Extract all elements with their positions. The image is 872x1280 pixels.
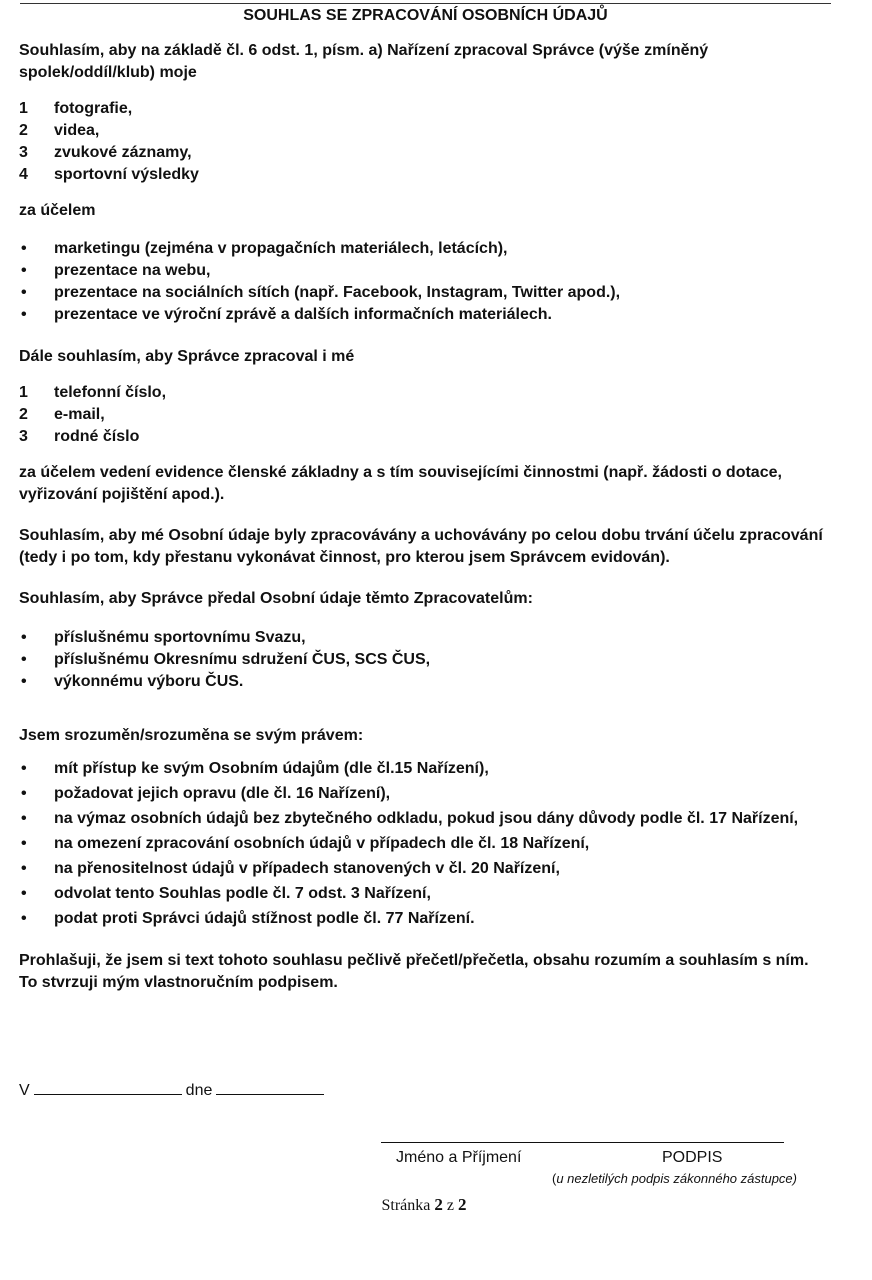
guardian-note xyxy=(552,1170,797,1188)
rights-intro-paragraph: Jsem srozuměn/srozuměna se svým právem: xyxy=(19,727,364,744)
list-item-text: sportovní výsledky xyxy=(54,166,199,183)
list-item-text: na výmaz osobních údajů bez zbytečného odkladu, pokud jsou dány důvody podle čl. 17 Nařízení, xyxy=(54,810,799,827)
list-item xyxy=(19,883,831,905)
place-input-line[interactable] xyxy=(34,1080,182,1095)
list-item-text: videa, xyxy=(54,122,100,139)
list-number: 1 xyxy=(19,384,28,401)
bullet-icon: • xyxy=(21,810,27,827)
top-rule xyxy=(20,3,831,4)
list-number: 3 xyxy=(19,144,28,161)
list-number: 1 xyxy=(19,100,28,117)
list-item-text: požadovat jejich opravu (dle čl. 16 Nařízení), xyxy=(54,785,391,802)
page-footer xyxy=(0,1195,848,1216)
signature-line[interactable] xyxy=(381,1142,784,1143)
date-input-line[interactable] xyxy=(216,1080,324,1095)
list-item-text: marketingu (zejména v propagačních materiálech, letácích), xyxy=(54,240,508,257)
list-item-text: telefonní číslo, xyxy=(54,384,167,401)
list-item-text: rodné číslo xyxy=(54,428,140,445)
media-list xyxy=(19,98,831,186)
form-body xyxy=(19,40,831,994)
page-title: SOUHLAS SE ZPRACOVÁNÍ OSOBNÍCH ÚDAJŮ xyxy=(243,7,608,24)
intro-paragraph: Souhlasím, aby na základě čl. 6 odst. 1, písm. a) Nařízení zpracoval Správce (výše zmíněný spolek/oddíl/klub) moje xyxy=(19,42,709,81)
signature-label: PODPIS xyxy=(662,1149,723,1166)
list-item-text: e-mail, xyxy=(54,406,105,423)
list-item xyxy=(19,426,831,448)
list-number: 3 xyxy=(19,428,28,445)
bullet-icon: • xyxy=(21,262,27,279)
list-item-text: prezentace na sociálních sítích (např. Facebook, Instagram, Twitter apod.), xyxy=(54,284,621,301)
page-word: Stránka xyxy=(381,1197,431,1214)
list-item xyxy=(19,142,831,164)
list-item xyxy=(19,671,831,693)
list-item xyxy=(19,649,831,671)
list-number: 2 xyxy=(19,122,28,139)
place-label: V xyxy=(19,1082,30,1099)
list-item xyxy=(19,908,831,930)
list-item xyxy=(19,404,831,426)
of-word: z xyxy=(446,1197,454,1214)
list-item xyxy=(19,758,831,780)
bullet-icon: • xyxy=(21,760,27,777)
list-item xyxy=(19,164,831,186)
current-page-number: 2 xyxy=(434,1195,443,1214)
bullet-icon: • xyxy=(21,629,27,646)
bullet-icon: • xyxy=(21,651,27,668)
name-label: Jméno a Příjmení xyxy=(396,1149,522,1166)
bullet-icon: • xyxy=(21,673,27,690)
list-number: 2 xyxy=(19,406,28,423)
rights-list xyxy=(19,758,831,930)
list-item xyxy=(19,783,831,805)
bullet-icon: • xyxy=(21,910,27,927)
processors-intro-paragraph: Souhlasím, aby Správce předal Osobní údaje těmto Zpracovatelům: xyxy=(19,590,533,607)
list-item-text: příslušnému Okresnímu sdružení ČUS, SCS ČUS, xyxy=(54,651,431,668)
list-item-text: prezentace ve výroční zprávě a dalších informačních materiálech. xyxy=(54,306,552,323)
list-item-text: příslušnému sportovnímu Svazu, xyxy=(54,629,306,646)
date-label: dne xyxy=(185,1082,213,1099)
bullet-icon: • xyxy=(21,860,27,877)
purposes-list xyxy=(19,238,831,326)
list-item xyxy=(19,260,831,282)
list-item xyxy=(19,858,831,880)
bullet-icon: • xyxy=(21,785,27,802)
list-item-text: mít přístup ke svým Osobním údajům (dle čl.15 Nařízení), xyxy=(54,760,489,777)
storage-consent-paragraph: Souhlasím, aby mé Osobní údaje byly zpracovávány a uchovávány po celou dobu trvání účelu zpracování (tedy i po tom, kdy přestanu vykonávat činnost, pro kterou jsem Správcem evidován). xyxy=(19,527,823,566)
bullet-icon: • xyxy=(21,284,27,301)
evidence-purpose-paragraph: za účelem vedení evidence členské základny a s tím souvisejícími činnostmi (např. žádosti o dotace, vyřizování pojištění apod.). xyxy=(19,464,782,503)
list-item xyxy=(19,120,831,142)
place-date-line xyxy=(19,1080,324,1102)
bullet-icon: • xyxy=(21,885,27,902)
processors-list xyxy=(19,627,831,693)
list-item xyxy=(19,98,831,120)
list-item xyxy=(19,833,831,855)
bullet-icon: • xyxy=(21,835,27,852)
list-item xyxy=(19,382,831,404)
contact-data-list xyxy=(19,382,831,448)
list-item-text: podat proti Správci údajů stížnost podle čl. 77 Nařízení. xyxy=(54,910,475,927)
list-number: 4 xyxy=(19,166,28,183)
list-item-text: prezentace na webu, xyxy=(54,262,211,279)
list-item xyxy=(19,282,831,304)
list-item xyxy=(19,808,831,830)
declaration-paragraph: Prohlašuji, že jsem si text tohoto souhlasu pečlivě přečetl/přečetla, obsahu rozumím a souhlasím s ním. To stvrzuji mým vlastnoručním podpisem. xyxy=(19,952,809,991)
list-item xyxy=(19,238,831,260)
list-item-text: zvukové záznamy, xyxy=(54,144,192,161)
total-pages-number: 2 xyxy=(457,1195,467,1214)
list-item xyxy=(19,304,831,326)
list-item-text: odvolat tento Souhlas podle čl. 7 odst. 3 Nařízení, xyxy=(54,885,431,902)
guardian-note-text: u nezletilých podpis zákonného zástupce) xyxy=(556,1171,797,1186)
list-item-text: na omezení zpracování osobních údajů v případech dle čl. 18 Nařízení, xyxy=(54,835,590,852)
bullet-icon: • xyxy=(21,240,27,257)
bullet-icon: • xyxy=(21,306,27,323)
purpose-label: za účelem xyxy=(19,202,96,219)
further-consent-paragraph: Dále souhlasím, aby Správce zpracoval i mé xyxy=(19,348,355,365)
list-item-text: fotografie, xyxy=(54,100,133,117)
list-item-text: na přenositelnost údajů v případech stanovených v čl. 20 Nařízení, xyxy=(54,860,560,877)
guardian-note-paren: ( xyxy=(552,1171,557,1186)
list-item-text: výkonnému výboru ČUS. xyxy=(54,673,244,690)
list-item xyxy=(19,627,831,649)
